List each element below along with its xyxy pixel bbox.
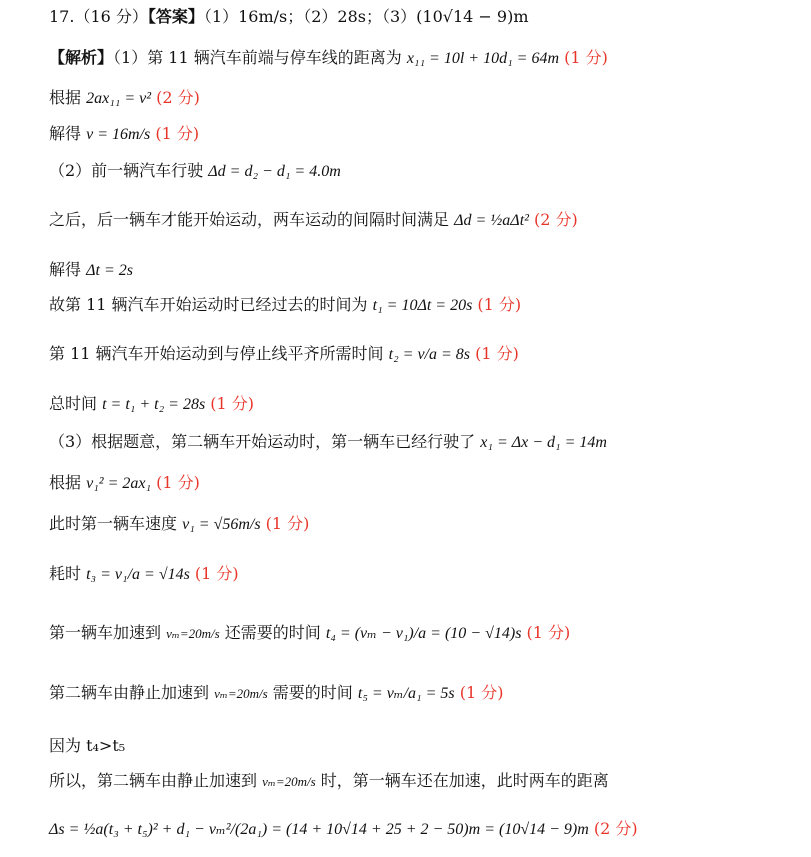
line-formula: t₁ = 10Δt = 20s bbox=[372, 297, 473, 314]
analysis-line-6 bbox=[49, 259, 133, 282]
points-label: (1 分) bbox=[475, 344, 519, 363]
analysis-line-14 bbox=[49, 622, 570, 645]
line-text: （2）前一辆汽车行驶 bbox=[49, 161, 204, 180]
question-number: 17. bbox=[49, 7, 75, 26]
line-text: （3）根据题意，第二辆车开始运动时，第一辆车已经行驶了 bbox=[49, 432, 476, 451]
vm-value: vₘ=20m/s bbox=[166, 626, 220, 641]
line-formula: v = 16m/s bbox=[86, 126, 151, 143]
line-text: 解得 bbox=[49, 124, 82, 143]
analysis-line-12 bbox=[49, 513, 309, 536]
analysis-line-16 bbox=[49, 735, 125, 757]
analysis-line-2 bbox=[49, 87, 200, 110]
points-label: (1 分) bbox=[210, 394, 255, 413]
line-text: 根据 bbox=[49, 88, 82, 107]
line-text: （1）第 11 辆汽车前端与停车线的距离为 bbox=[113, 48, 402, 67]
question-header bbox=[49, 6, 529, 28]
line-text: 总时间 bbox=[49, 394, 98, 413]
line-formula: t₃ = v₁/a = √14s bbox=[86, 566, 190, 583]
analysis-line-7 bbox=[49, 294, 521, 317]
points-label: (1 分) bbox=[526, 623, 571, 642]
line-text: 故第 11 辆汽车开始运动时已经过去的时间为 bbox=[49, 295, 368, 314]
line-text: 所以，第二辆车由静止加速到 bbox=[49, 771, 258, 790]
points-label: (2 分) bbox=[593, 819, 638, 838]
points-label: (1 分) bbox=[564, 48, 608, 67]
analysis-line-1 bbox=[49, 47, 608, 70]
points-label: (2 分) bbox=[156, 88, 200, 107]
analysis-tag: 【解析】 bbox=[49, 48, 114, 67]
analysis-line-15 bbox=[49, 682, 504, 705]
line-text: 因为 t₄>t₅ bbox=[49, 736, 126, 755]
line-text-2: 时，第一辆车还在加速，此时两车的距离 bbox=[320, 771, 609, 790]
analysis-line-4 bbox=[49, 160, 341, 183]
line-formula: t₄ = (vₘ − v₁)/a = (10 − √14)s bbox=[325, 625, 522, 642]
points-label: (1 分) bbox=[459, 683, 504, 702]
line-formula: t₂ = v/a = 8s bbox=[388, 346, 471, 363]
line-text: 之后，后一辆车才能开始运动，两车运动的间隔时间满足 bbox=[49, 210, 450, 229]
line-text-2: 需要的时间 bbox=[272, 683, 353, 702]
analysis-line-18 bbox=[49, 818, 638, 841]
answer-summary: （1）16m/s；（2）28s；（3）(10√14 − 9)m bbox=[203, 7, 529, 26]
line-text: 解得 bbox=[49, 260, 82, 279]
line-formula: 2ax₁₁ = v² bbox=[86, 90, 152, 107]
analysis-line-3 bbox=[49, 123, 199, 146]
points-label: (1 分) bbox=[477, 295, 522, 314]
vm-value: vₘ=20m/s bbox=[214, 686, 268, 701]
line-formula: Δt = 2s bbox=[86, 262, 133, 279]
points-label: (1 分) bbox=[155, 124, 200, 143]
points-label: (1 分) bbox=[156, 473, 200, 492]
analysis-line-5 bbox=[49, 209, 578, 232]
line-formula: x₁ = Δx − d₁ = 14m bbox=[480, 434, 607, 451]
analysis-line-11 bbox=[49, 472, 200, 495]
analysis-line-10 bbox=[49, 431, 607, 454]
question-score: （16 分） bbox=[74, 7, 148, 26]
line-formula: Δs = ½a(t₃ + t₅)² + d₁ − vₘ²/(2a₁) = (14 + 10√14 + 25 + 2 − 50)m = (10√14 − 9)m bbox=[49, 821, 589, 838]
line-text: 第二辆车由静止加速到 bbox=[49, 683, 210, 702]
analysis-line-8 bbox=[49, 343, 519, 366]
line-text: 耗时 bbox=[49, 564, 82, 583]
line-formula: v₁² = 2ax₁ bbox=[86, 475, 152, 492]
analysis-line-17 bbox=[49, 770, 609, 793]
line-formula: v₁ = √56m/s bbox=[182, 516, 261, 533]
line-text: 第 11 辆汽车开始运动到与停止线平齐所需时间 bbox=[49, 344, 384, 363]
line-formula: t₅ = vₘ/a₁ = 5s bbox=[357, 685, 455, 702]
line-formula: Δd = d₂ − d₁ = 4.0m bbox=[208, 163, 341, 180]
line-formula: t = t₁ + t₂ = 28s bbox=[102, 396, 206, 413]
points-label: (1 分) bbox=[265, 514, 310, 533]
line-text: 第一辆车加速到 bbox=[49, 623, 162, 642]
line-text: 根据 bbox=[49, 473, 82, 492]
line-text-2: 还需要的时间 bbox=[224, 623, 321, 642]
line-text: 此时第一辆车速度 bbox=[49, 514, 178, 533]
analysis-line-13 bbox=[49, 563, 239, 586]
analysis-line-9 bbox=[49, 393, 254, 416]
line-formula: Δd = ½aΔt² bbox=[454, 212, 529, 229]
vm-value: vₘ=20m/s bbox=[262, 774, 316, 789]
answer-tag: 【答案】 bbox=[147, 7, 204, 26]
line-formula: x₁₁ = 10l + 10d₁ = 64m bbox=[406, 50, 560, 67]
points-label: (2 分) bbox=[534, 210, 578, 229]
points-label: (1 分) bbox=[194, 564, 239, 583]
